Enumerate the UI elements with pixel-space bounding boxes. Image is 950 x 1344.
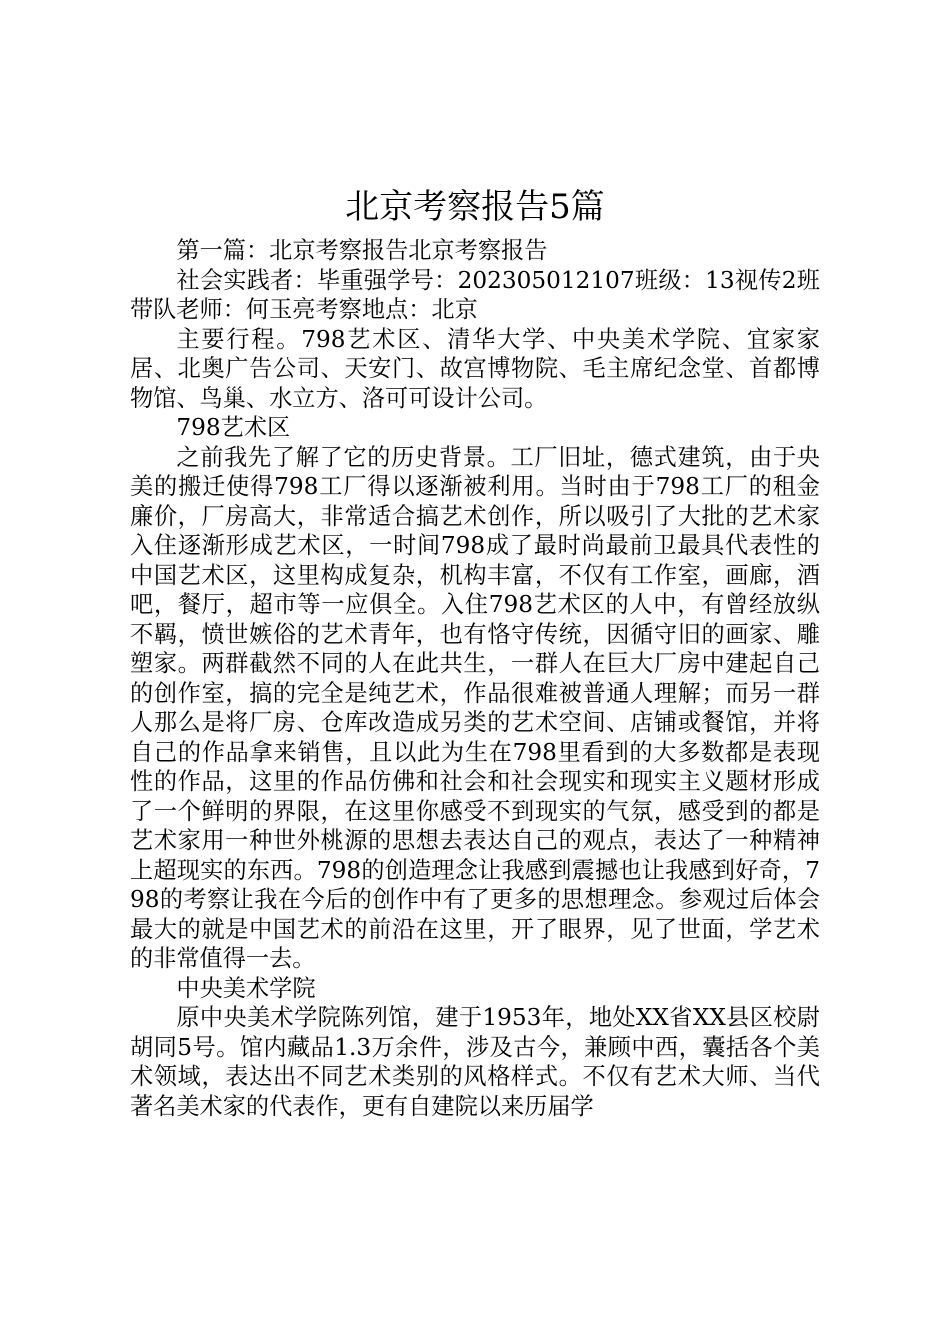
- section-heading-cafa: 中央美术学院: [176, 974, 316, 1002]
- paragraph-intro-heading: 第一篇：北京考察报告北京考察报告: [176, 237, 548, 264]
- paragraph-798-body: 之前我先了解了它的历史背景。工厂旧址，德式建筑，由于央美的搬迁使得798工厂得以逐渐被利用。当时由于798工厂的租金廉价，厂房高大，非常适合搞艺术创作，所以吸引了大批的艺术家入住逐渐形成艺术区，一时间798成了最时尚最前卫最具代表性的中国艺术区，这里构成复杂，机构丰富，不仅有工作室，画廊，酒吧，餐厅，超市等一应俱全。入住798艺术区的人中，有曾经放纵不羁，愤世嫉俗的艺术青年，也有恪守传统，因循守旧的画家、雕塑家。两群截然不同的人在此共生，一群人在巨大厂房中建起自己的创作室，搞的完全是纯艺术，作品很难被普通人理解；而另一群人那么是将厂房、仓库改造成另类的艺术空间、店铺或餐馆，并将自己的作品拿来销售，且以此为生在798里看到的大多数都是表现性的作品，这里的作品仿佛和社会和社会现实和现实主义题材形成了一个鲜明的界限，在这里你感受不到现实的气氛，感受到的都是艺术家用一种世外桃源的思想去表达自己的观点，表达了一种精神上超现实的东西。798的创造理念让我感到震撼也让我感到好奇，798的考察让我在今后的创作中有了更多的思想理念。参观过后体会最大的就是中国艺术的前沿在这里，开了眼界，见了世面，学艺术的非常值得一去。: [130, 443, 820, 972]
- paragraph-practitioner-info: 社会实践者：毕重强学号：202305012107班级：13视传2班带队老师：何玉亮考察地点：北京: [130, 266, 820, 323]
- document-title: 北京考察报告5篇: [345, 187, 605, 227]
- section-heading-798: 798艺术区: [176, 414, 291, 441]
- document-page: [130, 182, 820, 1121]
- paragraph-cafa-body: 原中央美术学院陈列馆，建于1953年，地处XX省XX县区校尉胡同5号。馆内藏品1.3万余件，涉及古今，兼顾中西，囊括各个美术领域，表达出不同艺术类别的风格样式。不仅有艺术大师、当代著名美术家的代表作，更有自建院以来历届学: [130, 1004, 820, 1120]
- paragraph-itinerary: 主要行程。798艺术区、清华大学、中央美术学院、宜家家居、北奥广告公司、天安门、故宫博物院、毛主席纪念堂、首都博物馆、鸟巢、水立方、洛可可设计公司。: [130, 325, 820, 412]
